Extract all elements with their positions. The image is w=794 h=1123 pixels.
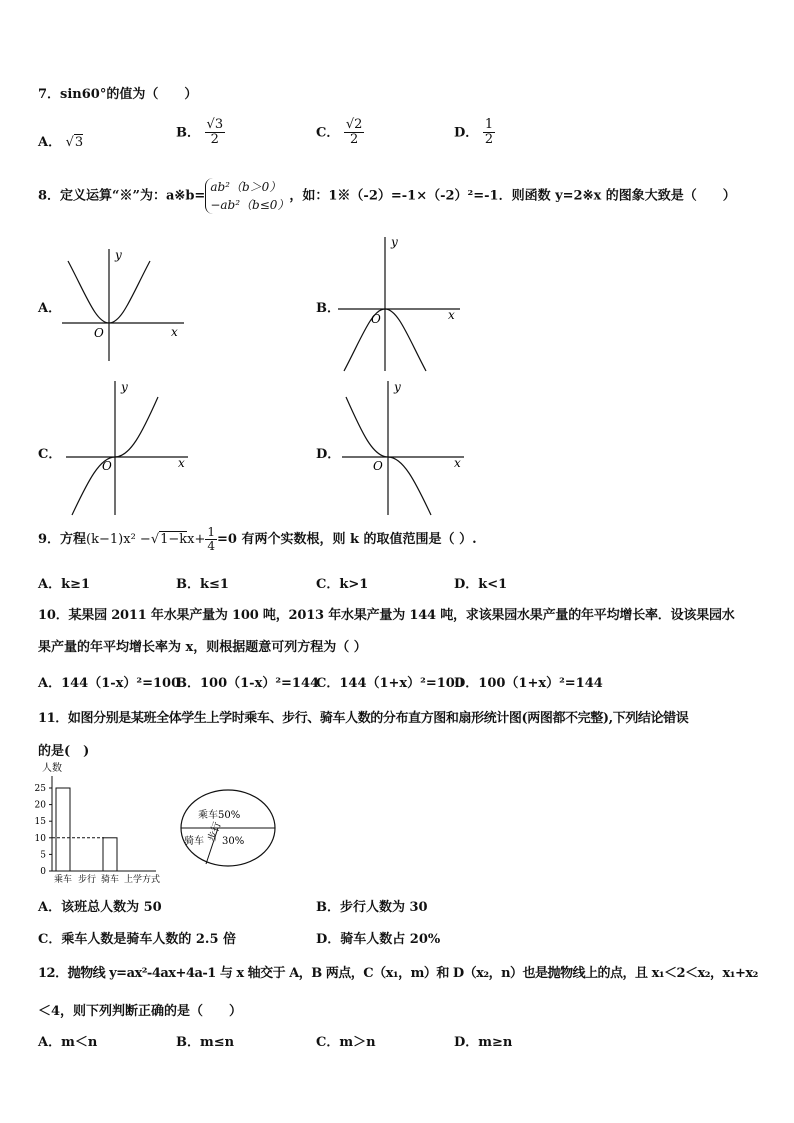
bar-0 bbox=[56, 788, 70, 871]
q9-option-d: D．k<1 bbox=[454, 577, 508, 592]
q10-option-c: C．144（1+x）²=100 bbox=[316, 676, 464, 691]
q8-graph-d bbox=[338, 377, 468, 519]
pie-slice-2-percent: 30% bbox=[222, 836, 245, 847]
y-tick-label: 15 bbox=[34, 817, 46, 828]
y-label: y bbox=[394, 380, 401, 394]
q10-line-2: 果产量的年平均增长率为 x，则根据题意可列方程为（ ） bbox=[38, 640, 367, 655]
q7-option-d-den: 2 bbox=[484, 132, 494, 148]
q11-bar-chart bbox=[30, 760, 170, 888]
q12-option-b: B．m≤n bbox=[176, 1035, 235, 1050]
q8-graph-a bbox=[58, 245, 188, 365]
pie-slice-2-label: 步行 bbox=[206, 820, 224, 844]
q7-stem: 7．sin60°的值为（ ） bbox=[38, 87, 198, 102]
q11-option-a: A．该班总人数为 50 bbox=[38, 900, 162, 915]
q10-option-d: D．100（1+x）²=144 bbox=[454, 676, 603, 691]
y-tick-label: 25 bbox=[34, 784, 46, 794]
q9-expr-2: x+ bbox=[187, 532, 206, 548]
q7-option-d bbox=[454, 118, 495, 148]
y-label: y bbox=[391, 235, 398, 249]
q7-option-b-den: 2 bbox=[210, 132, 219, 148]
q7-option-d-label: D． bbox=[454, 125, 479, 141]
bar-2 bbox=[103, 838, 117, 871]
q12-line-2: ＜4，则下列判断正确的是（ ） bbox=[38, 1004, 243, 1019]
y-label: y bbox=[115, 248, 122, 262]
q12-option-a: A．m＜n bbox=[38, 1035, 98, 1050]
q9-prefix: 9．方程 bbox=[38, 532, 87, 548]
q8-case-1: ab²（b＞0） bbox=[210, 180, 282, 194]
y-tick-label: 20 bbox=[34, 800, 46, 811]
q9-frac-den: 4 bbox=[207, 539, 216, 554]
q7-option-a: A． √3 bbox=[38, 135, 84, 150]
q8-piecewise bbox=[205, 178, 289, 214]
q11-chart-xlabel: 上学方式 bbox=[124, 875, 161, 885]
x-label: x bbox=[171, 325, 178, 339]
q11-line-2: 的是( ) bbox=[38, 744, 90, 759]
q10-option-b: B．100（1-x）²=144 bbox=[176, 676, 320, 691]
x-label: x bbox=[448, 308, 455, 322]
q7-option-c-num: √2 bbox=[345, 117, 363, 132]
q7-option-b-num: √3 bbox=[206, 117, 224, 132]
q8-case-2: −ab²（b≤0） bbox=[210, 198, 290, 212]
q10-line-1: 10．某果园 2011 年水果产量为 100 吨，2013 年水果产量为 144 吨，求该果园水果产量的年平均增长率．设该果园水 bbox=[38, 608, 735, 623]
q9-stem: 9．方程(k−1)x² −√1−kx+ $\frac{1}{4}$ =0 有两个实数根，则 k 的取值范围是（ ）. bbox=[38, 525, 477, 554]
q8-suffix: ，如：1※（-2）=-1×（-2）²=-1．则函数 y=2※x 的图象大致是（ ） bbox=[289, 188, 736, 204]
category-label-1: 步行 bbox=[77, 875, 97, 885]
category-label-0: 乘车 bbox=[53, 875, 73, 885]
q9-expr-1: (k−1)x² − bbox=[86, 532, 151, 548]
q12-option-d: D．m≥n bbox=[454, 1035, 513, 1050]
x-label: x bbox=[454, 456, 461, 470]
q9-option-a: A．k≥1 bbox=[38, 577, 91, 592]
q7-option-a-label: A． bbox=[38, 135, 62, 150]
q7-option-c-den: 2 bbox=[350, 132, 359, 148]
q8-graph-c bbox=[62, 377, 192, 519]
q8-graph-a-label: A． bbox=[38, 301, 62, 316]
q9-option-b: B．k≤1 bbox=[176, 577, 229, 592]
origin-label: O bbox=[373, 459, 383, 473]
q8-graph-d-label: D． bbox=[316, 447, 341, 462]
q8-stem bbox=[38, 178, 736, 214]
q9-suffix: =0 有两个实数根，则 k 的取值范围是（ ）. bbox=[217, 532, 477, 548]
q11-chart-ylabel: 人数 bbox=[42, 763, 62, 774]
q11-option-b: B．步行人数为 30 bbox=[316, 900, 428, 915]
q8-graph-b bbox=[334, 233, 464, 375]
y-tick-label: 5 bbox=[40, 850, 46, 861]
q11-pie-chart bbox=[178, 788, 280, 870]
q8-graph-b-label: B． bbox=[316, 301, 340, 316]
q11-option-d: D．骑车人数占 20% bbox=[316, 932, 441, 947]
q12-line-1: 12．抛物线 y=ax²-4ax+4a-1 与 x 轴交于 A，B 两点，C（x₁，m）和 D（x₂，n）也是抛物线上的点，且 x₁＜2＜x₂，x₁+x₂ bbox=[38, 966, 758, 981]
y-tick-label: 0 bbox=[40, 867, 46, 877]
origin-label: O bbox=[102, 459, 112, 473]
q12-option-c: C．m＞n bbox=[316, 1035, 376, 1050]
q9-radicand: 1−k bbox=[160, 532, 188, 548]
q7-option-a-radicand: 3 bbox=[74, 135, 84, 150]
q9-frac-num: 1 bbox=[207, 525, 216, 539]
y-tick-label: 10 bbox=[34, 833, 46, 844]
pie-slice-3-label: 骑车 bbox=[184, 836, 204, 847]
origin-label: O bbox=[371, 312, 381, 326]
y-label: y bbox=[121, 380, 128, 394]
q11-line-1: 11．如图分别是某班全体学生上学时乘车、步行、骑车人数的分布直方图和扇形统计图(两图都不完整),下列结论错误 bbox=[38, 711, 689, 726]
q8-prefix: 8．定义运算“※”为：a※b= bbox=[38, 188, 206, 204]
origin-label: O bbox=[94, 326, 104, 340]
x-label: x bbox=[178, 456, 185, 470]
q7-option-b-label: B． bbox=[176, 125, 200, 141]
q11-option-c: C．乘车人数是骑车人数的 2.5 倍 bbox=[38, 932, 237, 947]
category-label-2: 骑车 bbox=[100, 875, 120, 885]
q8-graph-c-label: C． bbox=[38, 447, 62, 462]
pie-slice-1: 乘车50% bbox=[198, 810, 241, 821]
q7-option-c bbox=[316, 118, 364, 148]
q7-option-c-label: C． bbox=[316, 125, 340, 141]
q9-option-c: C．k>1 bbox=[316, 577, 369, 592]
q10-option-a: A．144（1-x）²=100 bbox=[38, 676, 181, 691]
q7-option-d-num: 1 bbox=[484, 117, 494, 132]
q7-option-b bbox=[176, 118, 225, 148]
